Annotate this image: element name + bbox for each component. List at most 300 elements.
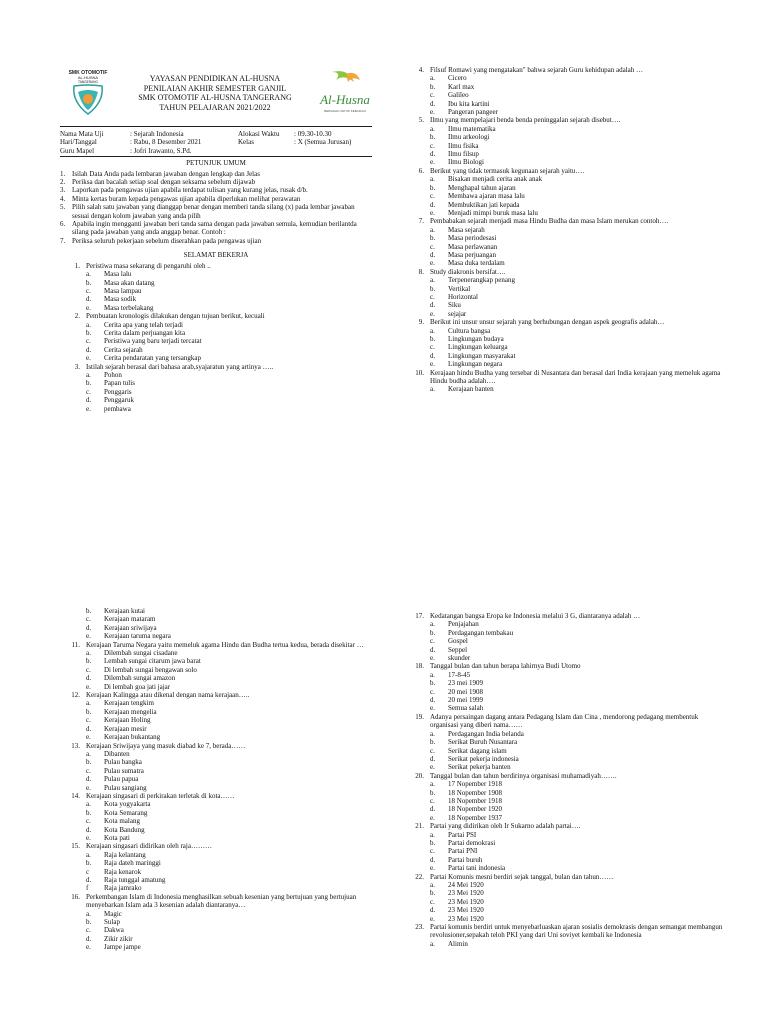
question-item <box>60 363 372 371</box>
option-text: 23 Mei 1920 <box>448 914 484 923</box>
question-number: 6. <box>418 166 424 175</box>
answer-option <box>404 688 724 696</box>
answer-option <box>404 763 724 771</box>
answer-option <box>404 327 724 335</box>
answer-option <box>60 926 376 934</box>
option-text: 18 Nopember 1920 <box>448 805 503 814</box>
option-letter: d. <box>86 934 92 943</box>
option-text: 20 mei 1908 <box>448 687 483 696</box>
rule-text: Periksa seluruh pekerjaan sebelum diserahkan pada pengawas ujian <box>72 236 262 245</box>
option-text: Kota Bandung <box>104 825 145 834</box>
answer-option <box>60 775 376 783</box>
option-letter: e. <box>86 632 91 641</box>
option-letter: d. <box>86 345 92 354</box>
option-text: Masa perlawanan <box>448 242 498 251</box>
option-letter: e. <box>86 354 91 363</box>
option-text: 18 Nopember 1908 <box>448 788 503 797</box>
answer-option <box>404 805 724 813</box>
option-letter: b. <box>430 679 436 688</box>
answer-option <box>404 133 724 141</box>
option-letter: a. <box>430 175 435 184</box>
info-divider <box>60 156 372 157</box>
option-text: Ilmu arkeologi <box>448 133 490 142</box>
question-text: Perkembangan Islam di Indonesia menghasilkan sebuah kesenian yang bertujuan yang bertujuan menyebarkan Islam ada 3 kesenian adalah diantaranya… <box>86 892 357 910</box>
option-text: Alimin <box>448 939 468 948</box>
option-letter: e. <box>86 404 91 413</box>
option-letter: a. <box>430 830 435 839</box>
option-text: Sulap <box>104 918 120 927</box>
option-text: Kerajaan banten <box>448 385 494 394</box>
answer-option <box>404 864 724 872</box>
option-text: 17 Nopember 1918 <box>448 780 503 789</box>
option-letter: d. <box>86 876 92 884</box>
option-letter: e. <box>430 158 435 167</box>
option-letter: c. <box>86 337 91 346</box>
answer-option <box>404 209 724 217</box>
question-number: 4. <box>418 66 424 74</box>
answer-option <box>404 839 724 847</box>
option-letter: c <box>86 867 90 876</box>
option-text: Kota pati <box>104 833 130 842</box>
question-text: Adanya persaingan dagang antara Pedagang Islam dan Cina , mendorong pedagang membentuk organisasi yang diberi nama…… <box>430 712 699 730</box>
option-text: Raja kenarok <box>104 867 142 876</box>
option-letter: d. <box>86 396 92 405</box>
answer-option <box>404 226 724 234</box>
question-number: 18. <box>415 662 424 671</box>
answer-option <box>404 125 724 133</box>
option-letter: a. <box>430 620 435 629</box>
logo-text-1: SMK OTOMOTIF <box>68 70 108 76</box>
option-letter: b. <box>430 82 436 91</box>
question-item <box>60 691 376 699</box>
option-text: Gospel <box>448 637 468 646</box>
option-letter: a. <box>86 649 91 658</box>
answer-option <box>404 814 724 822</box>
option-text: Cerita apa yang telah terjadi <box>104 320 183 329</box>
option-text: skunder <box>448 654 471 663</box>
answer-option <box>60 674 376 682</box>
option-letter: e. <box>430 704 435 713</box>
answer-option <box>60 876 376 884</box>
info-label-subject: Nama Mata Uji <box>60 130 104 138</box>
answer-option <box>60 767 376 775</box>
option-text: Di lembah goa jati jajar <box>104 682 171 691</box>
answer-option <box>404 293 724 301</box>
option-letter: b. <box>430 284 436 293</box>
option-letter: c. <box>86 926 91 935</box>
questions-page2-right <box>404 612 724 948</box>
title-line-3: SMK OTOMOTIF AL-HUSNA TANGERANG <box>138 93 292 103</box>
option-letter: a. <box>86 699 91 708</box>
option-letter: d. <box>430 351 436 360</box>
question-number: 16. <box>71 892 80 901</box>
option-letter: b. <box>430 133 436 142</box>
answer-option <box>60 371 372 379</box>
answer-option <box>404 915 724 923</box>
question-number: 9. <box>418 318 424 327</box>
answer-option <box>404 889 724 897</box>
answer-option <box>60 279 372 287</box>
option-text: Ilmu filsup <box>448 150 479 159</box>
info-label-teacher: Guru Mapel <box>60 146 95 155</box>
question-text: Partai Komunis mesni berdiri sejak tanggal, bulan dan tahun…… <box>430 872 614 881</box>
question-item <box>60 742 376 750</box>
question-item <box>60 893 376 910</box>
option-letter: a. <box>430 74 435 83</box>
question-item <box>60 641 376 649</box>
question-number: 14. <box>71 791 80 800</box>
question-item <box>404 116 724 124</box>
option-text: Masa periodesasi <box>448 234 497 243</box>
option-letter: d. <box>86 724 92 733</box>
question-text: Tanggal bulan dan tahun berdirinya organisasi muhamadiyah……. <box>430 771 617 780</box>
question-text: Filsuf Romawi yang mengatakan" bahwa sejarah Guru kehidupan adalah … <box>430 66 643 74</box>
option-text: Dilembah sungai cisadane <box>104 649 178 658</box>
answer-option <box>60 624 376 632</box>
option-letter: c. <box>430 141 435 150</box>
answer-option <box>404 847 724 855</box>
option-text: Serikat pekerja indonesia <box>448 754 519 763</box>
answer-option <box>404 343 724 351</box>
option-text: Terpenerangkap penang <box>448 276 515 285</box>
question-number: 5. <box>418 116 424 125</box>
question-text: Berikut ini unsur unsur sejarah yang berhubungan dengan aspek geografis adalah… <box>430 318 665 327</box>
answer-option <box>404 629 724 637</box>
option-text: Peristiwa yang baru terjadi tercatat <box>104 337 202 346</box>
answer-option <box>404 310 724 318</box>
option-text: Kerajaan mengelia <box>104 707 157 716</box>
option-text: 23 Mei 1920 <box>448 897 484 906</box>
rule-text: Isilah Data Anda pada lembaran jawaban dengan lengkap dan Jelas <box>72 169 260 178</box>
info-label-class: Kelas <box>238 138 254 147</box>
option-letter: b. <box>86 758 92 767</box>
option-letter: b. <box>430 889 436 898</box>
answer-option <box>60 295 372 303</box>
question-text: Partai yang didirikan oleh Ir Sukarno adalah partai…. <box>430 822 581 831</box>
answer-option <box>60 918 376 926</box>
option-text: Horizontal <box>448 292 478 301</box>
option-letter: e. <box>430 654 435 663</box>
questions-page1-right <box>404 66 724 394</box>
option-text: sejajar <box>448 309 467 318</box>
answer-option <box>404 108 724 116</box>
option-text: Bisakan menjadi cerita anak anak <box>448 175 543 184</box>
answer-option <box>404 192 724 200</box>
option-letter: e. <box>430 864 435 873</box>
option-letter: b. <box>430 788 436 797</box>
option-letter: e. <box>86 833 91 842</box>
option-letter: d. <box>86 825 92 834</box>
answer-option <box>60 800 376 808</box>
rule-text: Apabila ingin mengganti jawaban beri tanda sama dengan pada jawaban semula, kemudian berilantda silang pada jawaban yang anda anggap benar. Contoh : <box>72 220 357 237</box>
option-text: Perdagangan tembakau <box>448 628 514 637</box>
answer-option <box>404 620 724 628</box>
option-text: Membawa ajaran masa lalu <box>448 192 525 201</box>
option-text: 17-8-45 <box>448 670 471 679</box>
answer-option <box>60 683 376 691</box>
answer-option <box>404 856 724 864</box>
answer-option <box>404 671 724 679</box>
exam-title <box>126 74 304 112</box>
rule-number: 3. <box>60 186 66 195</box>
question-number: 15. <box>71 842 80 851</box>
option-letter: b. <box>86 918 92 927</box>
option-text: Masa akan datang <box>104 278 155 287</box>
option-text: Raja dateh maringgi <box>104 859 161 868</box>
title-line-2: PENILAIAN AKHIR SEMESTER GANJIL <box>143 83 287 93</box>
answer-option <box>404 301 724 309</box>
option-text: Kota malang <box>104 817 140 826</box>
option-letter: d. <box>430 99 436 108</box>
answer-option <box>404 696 724 704</box>
option-text: Cultura bangsa <box>448 326 491 335</box>
answer-option <box>404 797 724 805</box>
rule-item <box>60 186 372 194</box>
option-letter: e. <box>430 108 435 117</box>
answer-option <box>60 379 372 387</box>
option-text: Kerajaan sriwijaya <box>104 623 157 632</box>
rule-number: 2. <box>60 178 66 187</box>
rule-item <box>60 170 372 178</box>
question-text: Kerajaan Taruma Negara yaitu memeluk agama Hindu dan Budha tertua kedua, berada disekitar … <box>86 640 364 649</box>
logo-text-2: AL-HUSNA <box>77 75 99 80</box>
option-text: Ilmu matematika <box>448 124 496 133</box>
al-husna-logo <box>312 68 378 124</box>
question-item <box>404 772 724 780</box>
option-letter: a. <box>86 800 91 809</box>
question-item <box>404 612 724 620</box>
option-letter: a. <box>86 749 91 758</box>
option-text: Serikat Buruh Nusantara <box>448 738 518 747</box>
option-text: Kerajaan taruma negara <box>104 632 171 641</box>
answer-option <box>404 91 724 99</box>
rules-list <box>60 170 372 246</box>
option-letter: d. <box>86 295 92 304</box>
question-number: 12. <box>71 691 80 700</box>
info-label-date: Hari/Tanggal <box>60 138 97 147</box>
option-letter: b. <box>86 379 92 388</box>
answer-option <box>60 910 376 918</box>
title-line-4: TAHUN PELAJARAN 2021/2022 <box>159 102 271 112</box>
rule-item <box>60 195 372 203</box>
option-letter: d. <box>430 250 436 259</box>
question-item <box>404 318 724 326</box>
question-text: Peristiwa masa sekarang di pengaruhi oleh .. <box>86 261 211 270</box>
option-letter: b. <box>86 328 92 337</box>
option-text: Cerita dalam perjuangan kita <box>104 328 186 337</box>
answer-option <box>404 940 724 948</box>
option-letter: d. <box>86 775 92 784</box>
logo-text-3: TANGERANG <box>78 80 98 84</box>
answer-option <box>60 354 372 362</box>
answer-option <box>404 831 724 839</box>
option-text: 24 Mei 1920 <box>448 881 484 889</box>
option-letter: a. <box>430 225 435 234</box>
answer-option <box>404 335 724 343</box>
option-text: Membuktikan jati kepada <box>448 200 520 209</box>
answer-option <box>404 142 724 150</box>
question-number: 7. <box>418 217 424 226</box>
option-text: Menjadi mimpi buruk masa lalu <box>448 208 538 217</box>
rule-text: Laporkan pada pengawas ujian apabila terdapat tulisan yang kurang jelas, rusak d/b. <box>72 186 308 195</box>
option-letter: c. <box>430 343 435 352</box>
option-letter: e. <box>86 733 91 742</box>
question-number: 10. <box>415 368 424 377</box>
question-number: 3. <box>74 362 80 371</box>
rule-item <box>60 178 372 186</box>
question-number: 22. <box>415 872 424 881</box>
rules-heading: PETUNJUK UMUM <box>186 159 246 168</box>
answer-option <box>60 708 376 716</box>
option-text: Di lembah sungai bengawan solo <box>104 665 197 674</box>
option-letter: e. <box>430 914 435 923</box>
question-number: 2. <box>74 312 80 321</box>
option-text: Papan tulis <box>104 379 135 388</box>
rule-number: 4. <box>60 194 66 203</box>
option-text: 23 Mei 1920 <box>448 906 484 915</box>
question-number: 11. <box>71 640 80 649</box>
rule-text: Periksa dan bacalah setiap soal dengan seksama sebelum dijawab <box>72 178 256 187</box>
rule-text: Pilih salah satu jawaban yang dianggap benar dengan memberi tanda silang (x) pada lembar jawaban sesuai dengan kolom jawaban yang anda pilih <box>72 203 355 220</box>
option-letter: d. <box>430 906 436 915</box>
option-text: Penggaris <box>104 387 132 396</box>
option-text: Partai demokrasi <box>448 838 496 847</box>
answer-option <box>404 704 724 712</box>
option-letter: b. <box>430 838 436 847</box>
page1-left-column <box>60 68 372 413</box>
rule-item <box>60 237 372 245</box>
option-text: Vertikal <box>448 284 471 293</box>
answer-option <box>404 747 724 755</box>
info-value-date: : Rabu, 8 Desember 2021 <box>130 138 202 147</box>
answer-option <box>60 809 376 817</box>
option-text: 18 Nopember 1918 <box>448 796 503 805</box>
rule-text: Minta kertas buram kepada pengawas ujian apabila diperlukan melihat perawatan <box>72 194 301 203</box>
option-text: Kota Semarang <box>104 808 148 817</box>
option-text: Kerajaan kutai <box>104 607 146 615</box>
answer-option <box>404 184 724 192</box>
option-letter: c. <box>86 766 91 775</box>
option-letter: c. <box>430 192 435 201</box>
option-letter: e. <box>86 682 91 691</box>
question-text: Pembabakan sejarah menjadi masa Hindu Budha dan masa Islam merukan contoh…. <box>430 217 669 226</box>
answer-option <box>60 834 376 842</box>
answer-option <box>60 784 376 792</box>
answer-option <box>404 654 724 662</box>
option-letter: b. <box>430 183 436 192</box>
answer-option <box>60 337 372 345</box>
question-number: 23. <box>415 923 424 932</box>
option-text: Kerajaan tengkim <box>104 699 154 708</box>
question-text: Study diakronis bersifat…. <box>430 267 506 276</box>
option-text: Masa sodik <box>104 295 137 304</box>
option-letter: b. <box>430 738 436 747</box>
option-text: Kerajaan Holing <box>104 716 151 725</box>
answer-option <box>60 649 376 657</box>
answer-option <box>60 304 372 312</box>
option-letter: c. <box>430 796 435 805</box>
answer-option <box>404 352 724 360</box>
answer-option <box>60 657 376 665</box>
answer-option <box>404 898 724 906</box>
question-item <box>404 873 724 881</box>
info-value-class: : X (Semua Jurusan) <box>294 138 352 147</box>
question-item <box>60 792 376 800</box>
answer-option <box>404 360 724 368</box>
option-letter: e. <box>430 360 435 369</box>
question-text: Ilmu yang mempelajari benda benda peninggalan sejarah disebut…. <box>430 116 621 125</box>
option-letter: a. <box>430 881 435 889</box>
question-item <box>404 66 724 74</box>
answer-option <box>404 234 724 242</box>
option-text: 20 mei 1999 <box>448 696 483 705</box>
option-text: Lingkungan keluarga <box>448 343 508 352</box>
option-text: Ilmu fisika <box>448 141 479 150</box>
question-text: Tanggal bulan dan tahun berapa lahirnya Budi Utomo <box>430 662 581 671</box>
option-letter: b. <box>86 657 92 666</box>
option-text: Partai PSI <box>448 830 477 839</box>
answer-option <box>404 738 724 746</box>
answer-option <box>60 287 372 295</box>
option-text: Kerajaan mataram <box>104 615 156 624</box>
option-text: Lingkungan masyarakat <box>448 351 516 360</box>
option-letter: e. <box>86 783 91 792</box>
question-number: 8. <box>418 267 424 276</box>
closing-text: SELAMAT BEKERJA <box>183 251 249 260</box>
option-letter: c. <box>430 637 435 646</box>
answer-option <box>404 74 724 82</box>
option-text: Kerajaan mesir <box>104 724 147 733</box>
option-text: Dibanten <box>104 749 130 758</box>
answer-option <box>60 396 372 404</box>
answer-option <box>404 906 724 914</box>
answer-option <box>60 943 376 951</box>
question-item <box>404 167 724 175</box>
exam-info <box>60 130 372 155</box>
al-husna-logo-text: Al-Husna <box>320 92 370 107</box>
rule-item <box>60 220 372 237</box>
option-text: Masa sejarah <box>448 225 485 234</box>
option-letter: c. <box>86 716 91 725</box>
option-text: Raja kelantang <box>104 850 146 859</box>
answer-option <box>60 329 372 337</box>
option-letter: b. <box>430 628 436 637</box>
option-text: Menghapal tahun ajaran <box>448 183 516 192</box>
option-letter: e. <box>430 309 435 318</box>
option-text: Magic <box>104 909 122 918</box>
question-text: Berikut yang tidak termasuk kegunaan sejarah yaitu…. <box>430 166 585 175</box>
answer-option <box>60 405 372 413</box>
option-letter: a. <box>86 270 91 279</box>
question-item <box>404 268 724 276</box>
option-text: Ibu kita kartini <box>448 99 490 108</box>
option-letter: d. <box>430 754 436 763</box>
answer-option <box>404 637 724 645</box>
answer-option <box>60 817 376 825</box>
option-text: Galileo <box>448 91 469 100</box>
option-letter: d. <box>430 696 436 705</box>
al-husna-logo-sub: BERSAMA UNTUK KEBAIKAN <box>324 109 366 113</box>
option-text: Pangeran pangeer <box>448 108 498 117</box>
answer-option <box>404 881 724 889</box>
option-text: Pulau sumatra <box>104 766 144 775</box>
option-letter: d. <box>430 150 436 159</box>
option-letter: c. <box>86 817 91 826</box>
question-number: 1. <box>74 261 80 270</box>
question-text: Kerajaan hindu Budha yang tersebar di Nusantara dan berasal dari India kerajaan yang memeluk agama Hindu budha adalah…. <box>430 368 721 386</box>
question-text: Kedatangan bangsa Eropa ke Indonesia melalui 3 G, diantaranya adalah … <box>430 612 641 620</box>
answer-option <box>404 789 724 797</box>
